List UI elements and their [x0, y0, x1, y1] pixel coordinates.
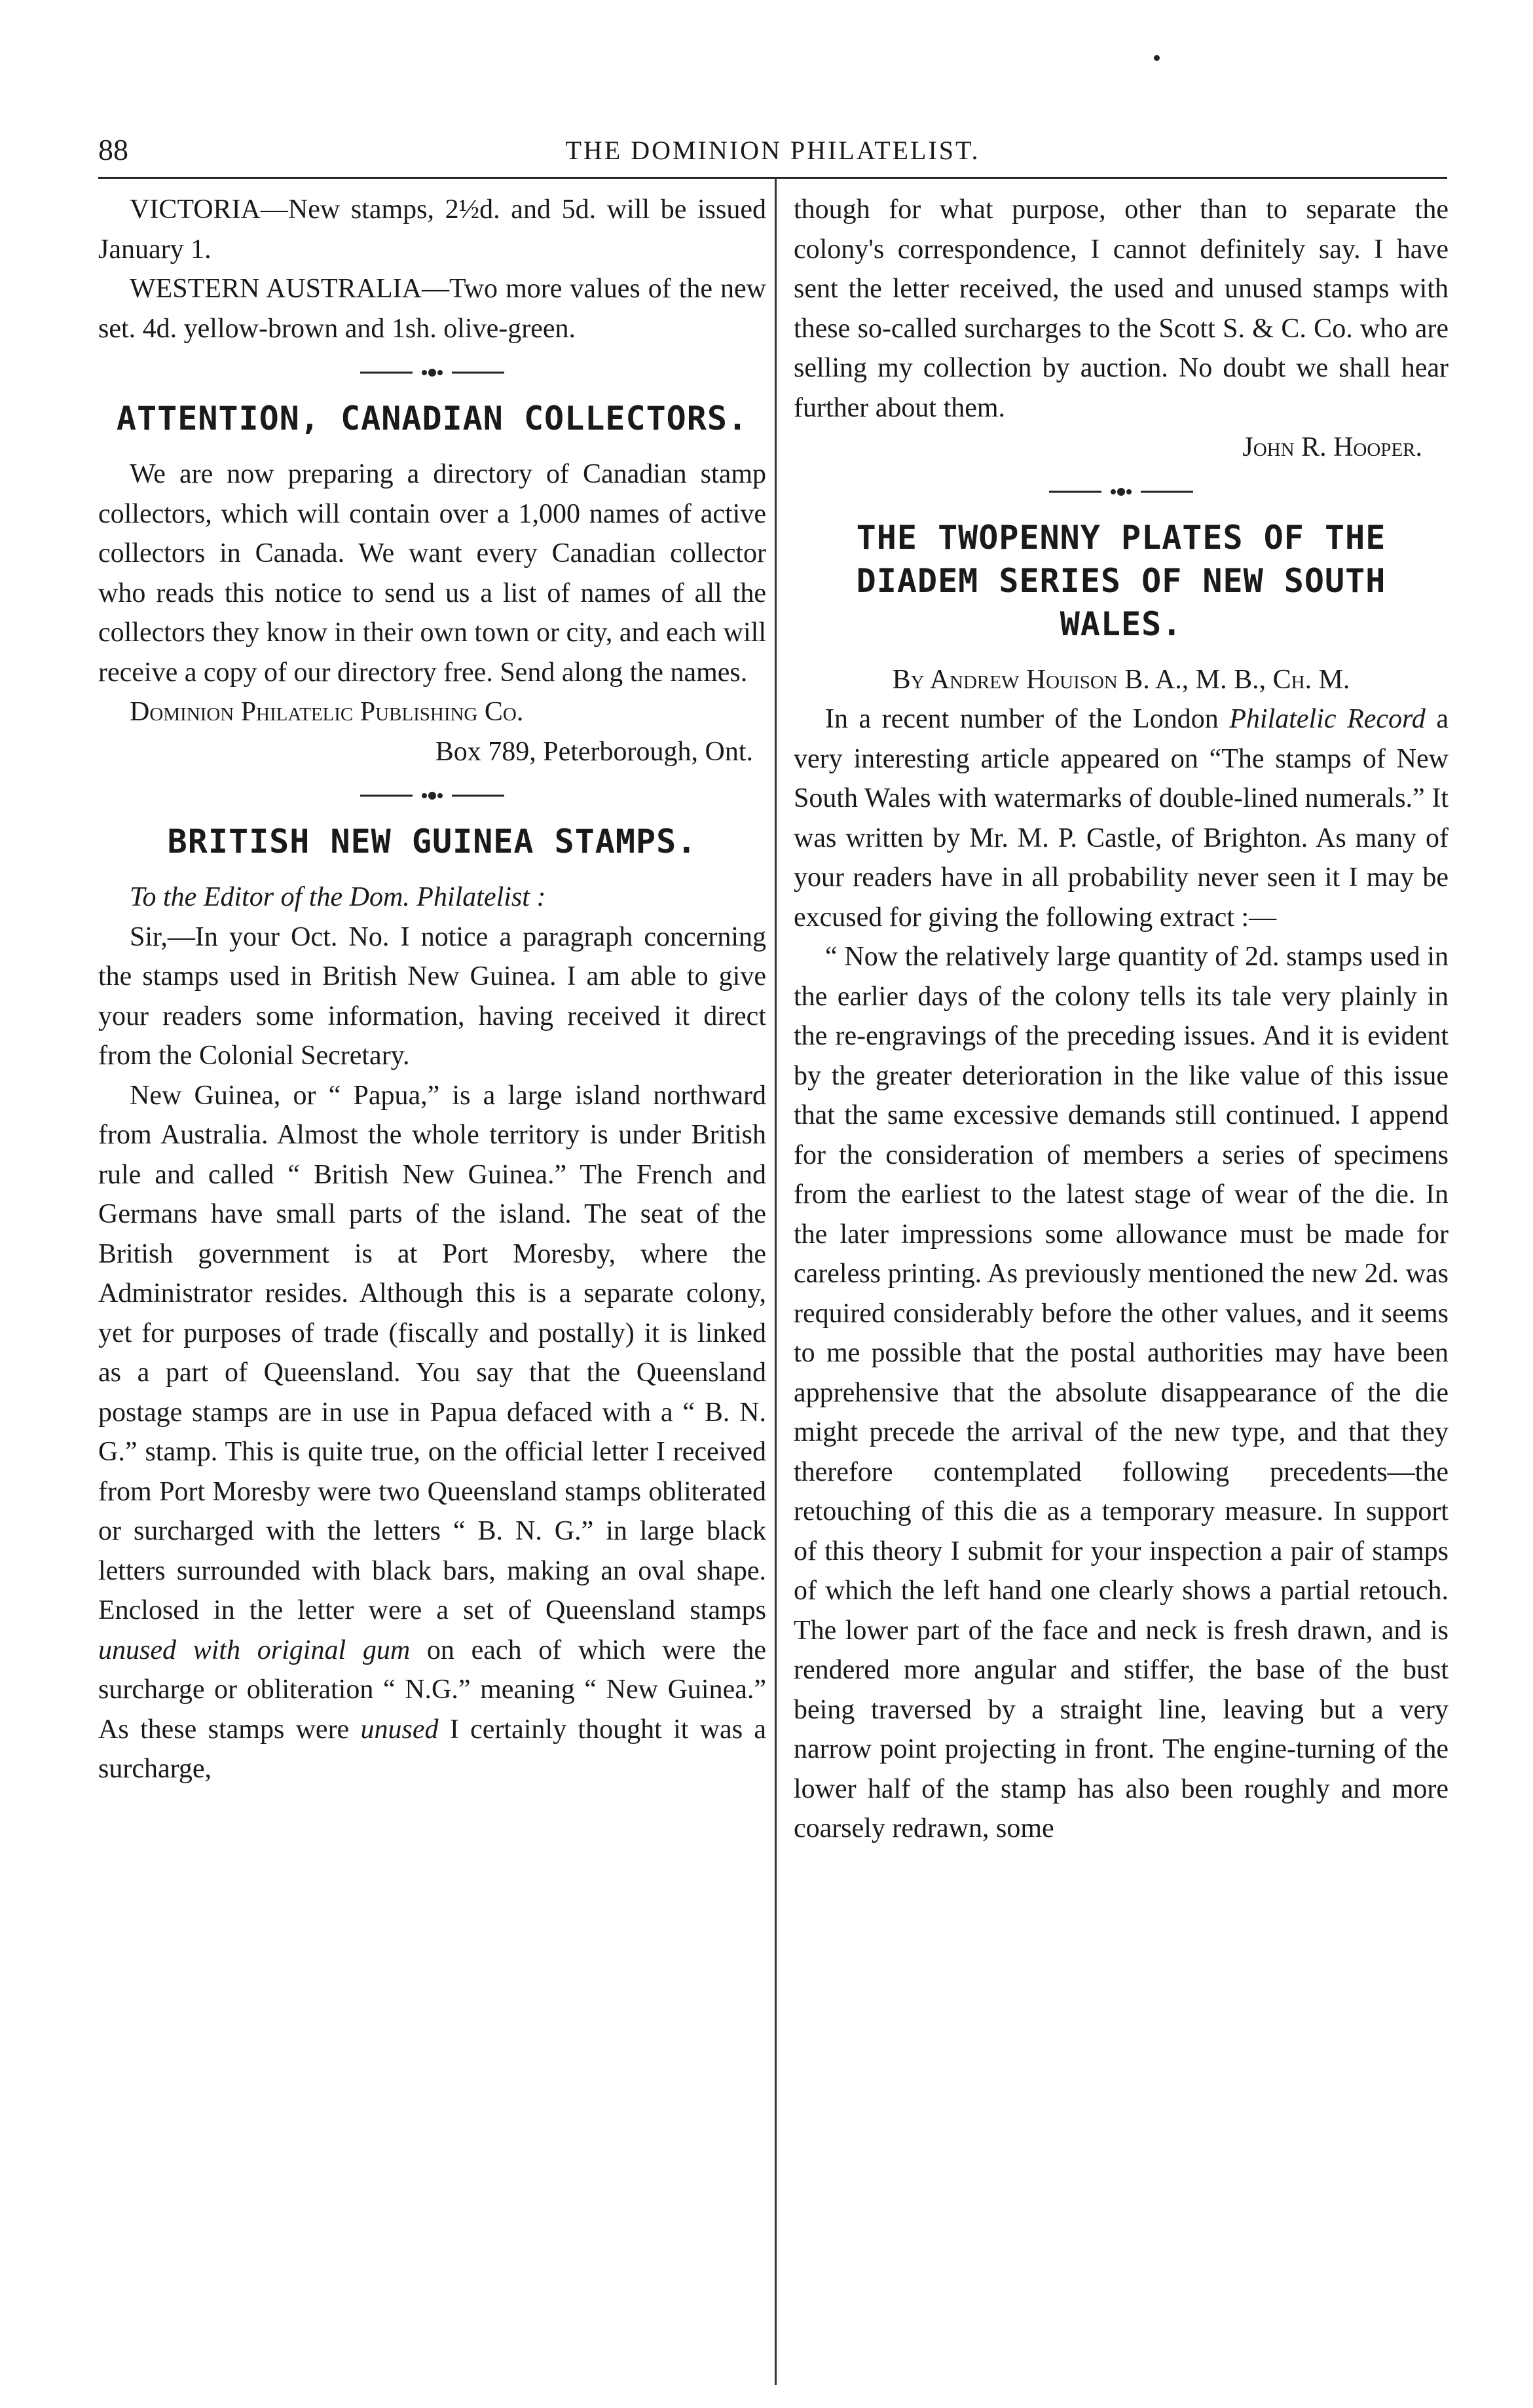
article-quotation: “ Now the relatively large quantity of 2d. stamps used in the earlier days of the colony tells its tale very plainly in the re-engravings of the preceding issues. And it is evident by the greater deterioration in the like value of this issue that the same excessive demands still continued. I append for the consideration of members a series of specimens from the earliest to the latest stage of wear of the die. In the later impressions some allowance must be made for careless printing. As previously mentioned the new 2d. was required considerably before the other values, and it seems to me possible that the postal authorities may have been apprehensive that the absolute disappearance of the die might precede the arrival of the new type, and that they therefore contemplated following precedents—the retouching of this die as a temporary measure. In support of this theory I submit for your inspection a pair of stamps of which the left hand one clearly shows a partial retouch. The lower part of the face and neck is fresh drawn, and is rendered more angular and stiffer, the base of the bust being traversed by a straight line, leaving but a very narrow point projecting in front. The engine-turning of the lower half of the stamp has also been roughly and more coarsely redrawn, some [794, 942, 1449, 1843]
header-rule [98, 177, 1447, 179]
letter-salutation: To the Editor of the Dom. Philatelist : [130, 882, 546, 912]
letter-continuation: though for what purpose, other than to separate the colony's correspondence, I cannot definitely say. I have sent the letter received, the used and unused stamps with these so-called surcharges to the Scott S. & C. Co. who are selling my collection by auction. No doubt we shall hear further about them. [794, 194, 1449, 423]
column-divider [775, 178, 777, 2385]
attention-heading: ATTENTION, CANADIAN COLLECTORS. [116, 399, 748, 437]
stray-dot [1154, 55, 1160, 61]
section-ornament [98, 363, 766, 382]
page-header [98, 132, 1447, 179]
article-byline: By Andrew Houison B. A., M. B., Ch. M. [892, 664, 1350, 695]
letter-paragraph: Sir,—In your Oct. No. I notice a paragraph concerning the stamps used in British New Guinea. I am able to give your readers some information, having received it direct from the Colonial Secretary. [98, 921, 766, 1071]
left-column [98, 190, 766, 1789]
attention-body: We are now preparing a directory of Canadian stamp collectors, which will contain over a 1,000 names of active collectors in Canada. We want every Canadian collector who reads this notice to send us a list of names of all the collectors they know in their own town or city, and each will receive a copy of our directory free. Send along the names. [98, 459, 766, 688]
letter-signature: John R. Hooper. [1242, 432, 1422, 462]
western-australia-note: WESTERN AUSTRALIA—Two more values of the new set. 4d. yellow-brown and 1sh. olive-green. [98, 274, 766, 344]
section-ornament [98, 786, 766, 806]
attention-signature-address: Box 789, Peterborough, Ont. [435, 736, 753, 767]
article-paragraph: In a recent number of the London Philatelic Record a very interesting article appeared on “The stamps of New South Wales with watermarks of double-lined numerals.” It was written by Mr. M. P. Castle, of Brighton. As many of your readers have in all probability never seen it I may be excused for giving the following extract :— [794, 704, 1449, 933]
attention-signature-publisher: Dominion Philatelic Publishing Co. [130, 697, 524, 727]
running-title: THE DOMINION PHILATELIST. [565, 136, 980, 165]
british-new-guinea-heading: BRITISH NEW GUINEA STAMPS. [167, 823, 697, 861]
letter-paragraph: New Guinea, or “ Papua,” is a large island northward from Australia. Almost the whole territory is under British rule and called “ British New Guinea.” The French and Germans have small parts of the island. The seat of the British government is at Port Moresby, where the Administrator resides. Although this is a separate colony, yet for purposes of trade (fiscally and postally) it is linked as a part of Queensland. You say that the Queensland postage stamps are in use in Papua defaced with a “ B. N. G.” stamp. This is quite true, on the official letter I received from Port Moresby were two Queensland stamps obliterated or surcharged with the letters “ B. N. G.” in large black letters surrounded with black bars, making an oval shape. Enclosed in the letter were a set of Queensland stamps unused with original gum on each of which were the surcharge or obliteration “ N.G.” meaning “ New Guinea.” As these stamps were unused I certainly thought it was a surcharge, [98, 1080, 766, 1784]
victoria-note: VICTORIA—New stamps, 2½d. and 5d. will be issued January 1. [98, 194, 766, 265]
twopenny-plates-heading: THE TWOPENNY PLATES OF THE DIADEM SERIES OF NEW SOUTH WALES. [856, 518, 1386, 643]
page-number: 88 [98, 133, 128, 166]
section-ornament [794, 482, 1449, 502]
right-column [794, 190, 1449, 1849]
